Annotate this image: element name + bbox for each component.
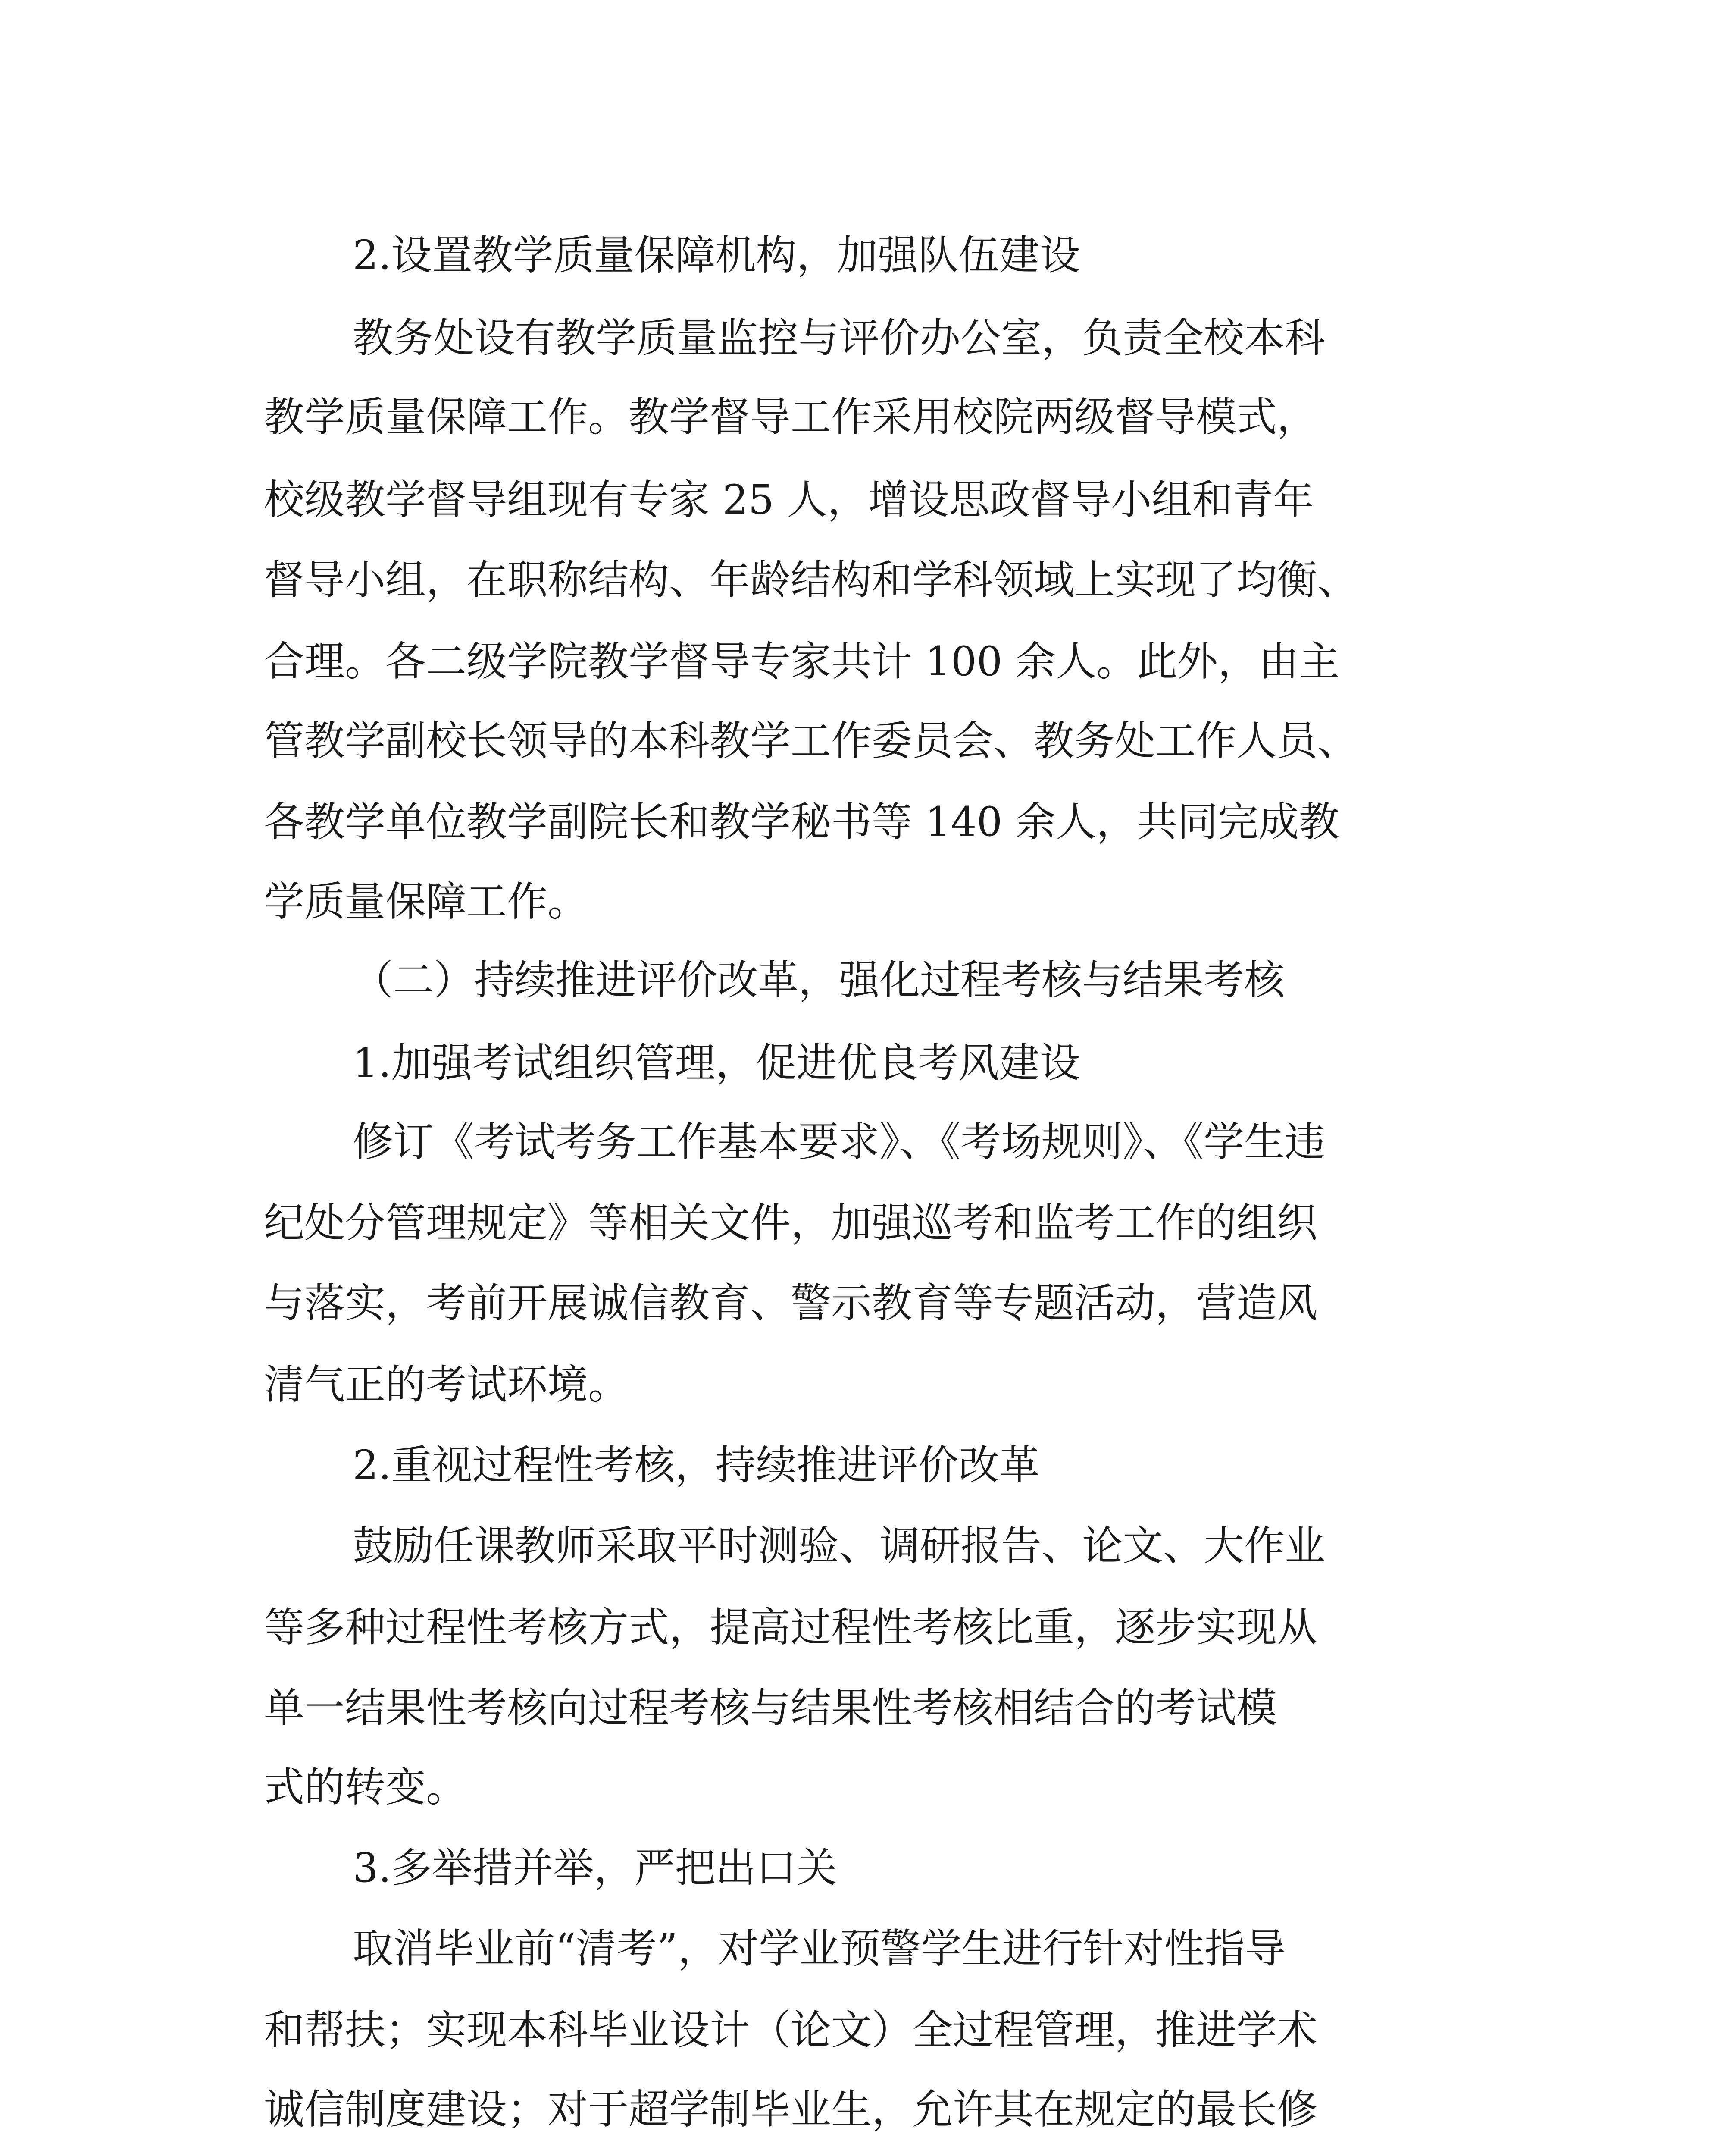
body-line	[0, 715, 1711, 767]
body-line	[0, 796, 1711, 848]
body-line	[0, 1923, 1711, 1975]
body-line	[0, 1278, 1711, 1329]
line-text: 和帮扶；实现本科毕业设计（论文）全过程管理，推进学术	[264, 2007, 1318, 2054]
line-text: 单一结果性考核向过程考核与结果性考核相结合的考试模	[264, 1685, 1277, 1732]
body-line	[0, 2084, 1711, 2136]
line-text: 诚信制度建设；对于超学制毕业生，允许其在规定的最长修	[264, 2086, 1318, 2133]
body-line	[0, 555, 1711, 606]
line-text: 鼓励任课教师采取平时测验、调研报告、论文、大作业	[353, 1523, 1326, 1570]
line-text: 修订《考试考务工作基本要求》、《考场规则》、《学生违	[353, 1119, 1326, 1166]
body-line	[0, 313, 1711, 364]
body-line	[0, 2005, 1711, 2056]
body-line	[0, 1197, 1711, 1249]
subsection-heading	[0, 1843, 1711, 1894]
line-text: （二）持续推进评价改革，强化过程考核与结果考核	[353, 957, 1285, 1004]
line-text: 1.加强考试组织管理，促进优良考风建设	[353, 1040, 1080, 1087]
line-text: 2.重视过程性考核，持续推进评价改革	[353, 1442, 1040, 1489]
body-line	[0, 1683, 1711, 1734]
body-line	[0, 1116, 1711, 1168]
body-line	[0, 1762, 1711, 1814]
line-text: 教务处设有教学质量监控与评价办公室，负责全校本科	[353, 315, 1326, 362]
line-text: 式的转变。	[264, 1764, 467, 1811]
body-line	[0, 1359, 1711, 1411]
line-text: 3.多举措并举，严把出口关	[353, 1845, 837, 1892]
subsection-heading	[0, 1037, 1711, 1089]
body-line	[0, 1602, 1711, 1654]
body-line	[0, 1520, 1711, 1572]
line-text: 取消毕业前“清考”，对学业预警学生进行针对性指导	[353, 1925, 1286, 1972]
line-text: 纪处分管理规定》等相关文件，加强巡考和监考工作的组织	[264, 1200, 1318, 1247]
line-text: 校级教学督导组现有专家 25 人，增设思政督导小组和青年	[264, 476, 1314, 523]
body-line	[0, 636, 1711, 688]
line-text: 管教学副校长领导的本科教学工作委员会、教务处工作人员、	[264, 718, 1358, 765]
line-text: 督导小组，在职称结构、年龄结构和学科领域上实现了均衡、	[264, 557, 1358, 604]
line-text: 清气正的考试环境。	[264, 1361, 629, 1408]
body-line	[0, 474, 1711, 526]
section-heading	[0, 230, 1711, 282]
line-text: 2.设置教学质量保障机构，加强队伍建设	[353, 232, 1080, 279]
line-text: 合理。各二级学院教学督导专家共计 100 余人。此外，由主	[264, 638, 1340, 685]
section-heading	[0, 955, 1711, 1006]
line-text: 各教学单位教学副院长和教学秘书等 140 余人，共同完成教	[264, 799, 1340, 846]
line-text: 等多种过程性考核方式，提高过程性考核比重，逐步实现从	[264, 1604, 1318, 1651]
line-text: 学质量保障工作。	[264, 878, 588, 925]
body-line	[0, 876, 1711, 928]
line-text: 教学质量保障工作。教学督导工作采用校院两级督导模式，	[264, 394, 1318, 441]
body-line	[0, 392, 1711, 443]
line-text: 与落实，考前开展诚信教育、警示教育等专题活动，营造风	[264, 1280, 1318, 1327]
subsection-heading	[0, 1440, 1711, 1492]
